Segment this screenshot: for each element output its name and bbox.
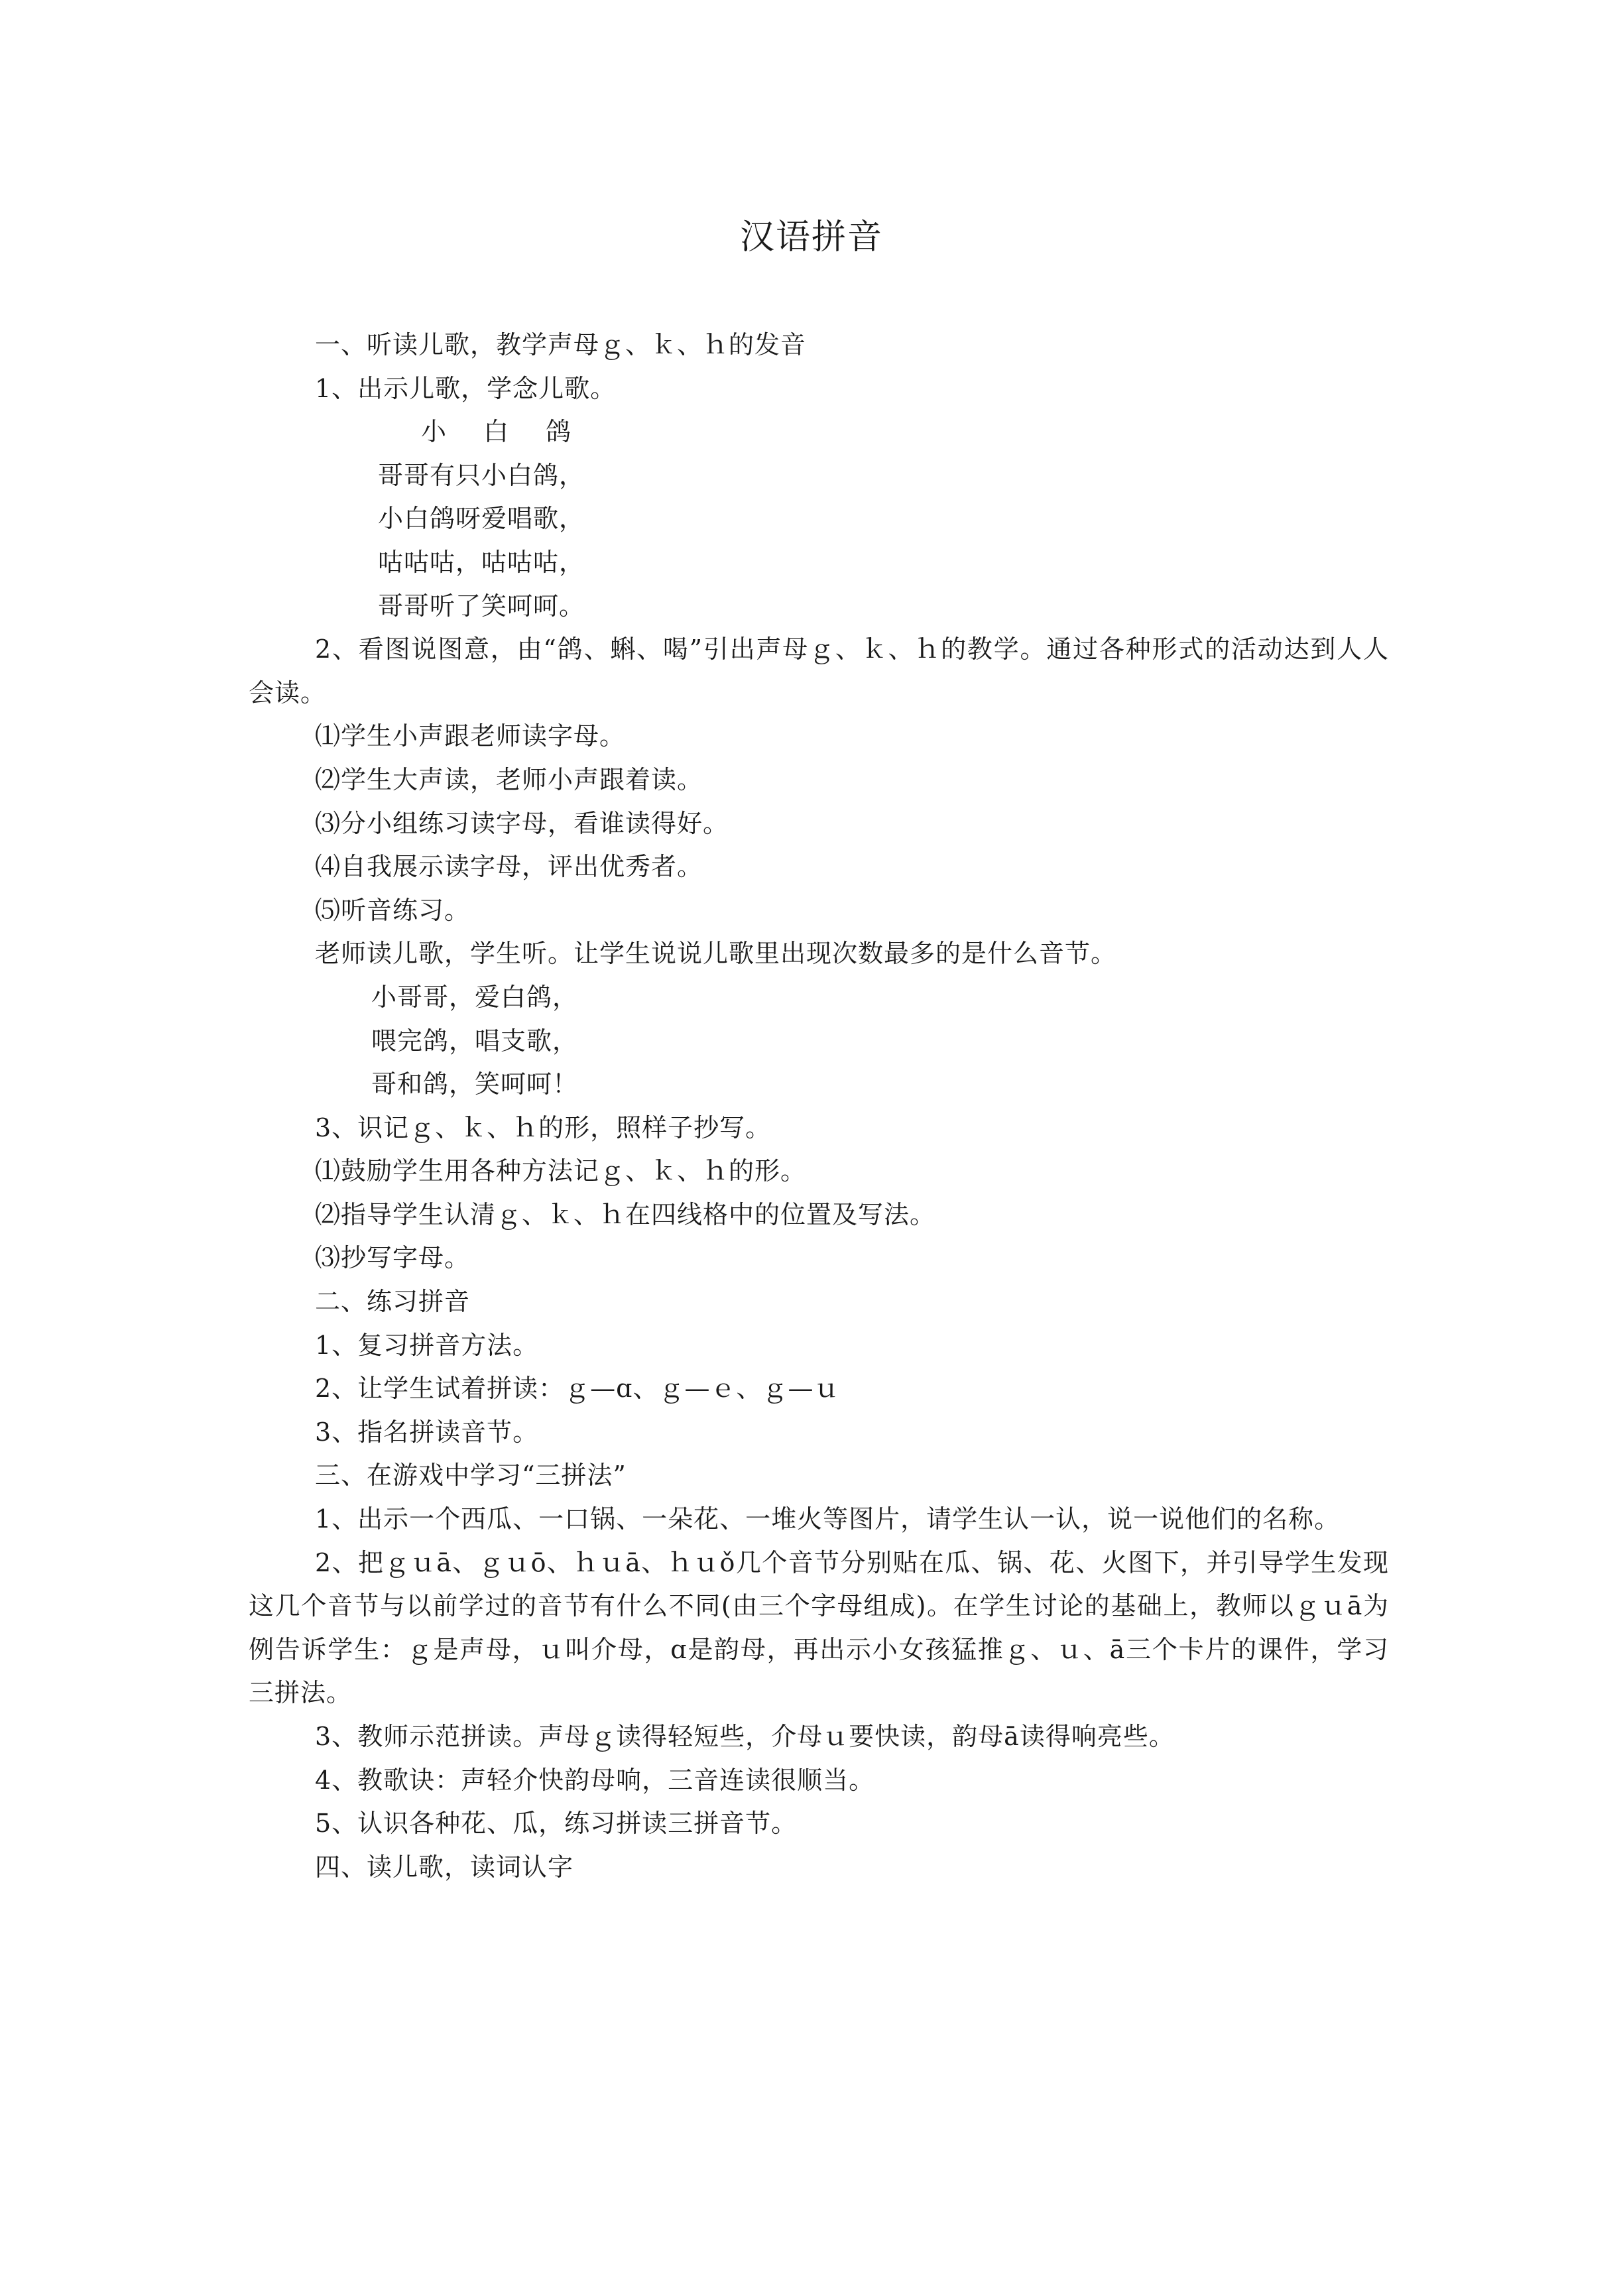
list-item: ⑴学生小声跟老师读字母。 — [315, 721, 626, 751]
document-title: 汉语拼音 — [739, 217, 883, 257]
poem-line: 哥和鸽，笑呵呵！ — [371, 1069, 579, 1099]
list-item: ⑶抄写字母。 — [315, 1243, 471, 1273]
list-item: ⑵学生大声读，老师小声跟着读。 — [315, 764, 703, 794]
list-item: 1、复习拼音方法。 — [315, 1330, 539, 1360]
list-item: ⑶分小组练习读字母，看谁读得好。 — [315, 808, 729, 838]
list-item: ⑷自我展示读字母，评出优秀者。 — [315, 852, 703, 882]
list-item: 4、教歌诀：声轻介快韵母响，三音连读很顺当。 — [315, 1765, 875, 1795]
list-item: 3、识记ｇ、ｋ、ｈ的形，照样子抄写。 — [315, 1113, 772, 1142]
section-heading-4: 四、读儿歌，读词认字 — [315, 1852, 574, 1882]
poem-title: 小 白 鸽 — [421, 417, 586, 447]
paragraph: 2、把ｇｕā、ｇｕō、ｈｕā、ｈｕǒ几个音节分别贴在瓜、锅、花、火图下，并引导学生发现这几个音节与以前学过的音节有什么不同(由三个字母组成)。在学生讨论的基础上，教师以ｇｕā为例告诉学生：ｇ是声母，ｕ叫介母，ɑ是韵母，再出示小女孩猛推ｇ、ｕ、ā三个卡片的课件，学习三拼法。 — [249, 1547, 1389, 1708]
poem-line: 小哥哥，爱白鸽， — [371, 982, 579, 1012]
paragraph: 老师读儿歌，学生听。让学生说说儿歌里出现次数最多的是什么音节。 — [315, 939, 1117, 969]
document-body — [249, 324, 1389, 1889]
poem-line: 小白鸽呀爱唱歌， — [378, 504, 585, 534]
paragraph: 1、出示一个西瓜、一口锅、一朵花、一堆火等图片，请学生认一认，说一说他们的名称。 — [315, 1504, 1341, 1534]
list-item: ⑴鼓励学生用各种方法记ｇ、ｋ、ｈ的形。 — [315, 1156, 807, 1186]
poem-line: 喂完鸽，唱支歌， — [371, 1026, 579, 1056]
list-item: 3、教师示范拼读。声母ｇ读得轻短些，介母ｕ要快读，韵母ā读得响亮些。 — [315, 1722, 1175, 1751]
poem-line: 哥哥听了笑呵呵。 — [378, 591, 585, 621]
list-item: 5、认识各种花、瓜，练习拼读三拼音节。 — [315, 1809, 798, 1839]
section-heading-2: 二、练习拼音 — [315, 1287, 471, 1317]
paragraph: 2、看图说图意，由“鸽、蝌、喝”引出声母ｇ、ｋ、ｈ的教学。通过各种形式的活动达到人人会读。 — [249, 634, 1389, 707]
poem-line: 咕咕咕，咕咕咕， — [378, 547, 585, 577]
list-item: ⑸听音练习。 — [315, 895, 471, 925]
list-item: 2、让学生试着拼读：ｇ—ɑ、ｇ—ｅ、ｇ—ｕ — [315, 1374, 840, 1404]
section-heading-1: 一、听读儿歌，教学声母ｇ、ｋ、ｈ的发音 — [315, 330, 807, 359]
list-item: ⑵指导学生认清ｇ、ｋ、ｈ在四线格中的位置及写法。 — [315, 1199, 936, 1229]
poem-line: 哥哥有只小白鸽， — [378, 460, 585, 490]
section-heading-3: 三、在游戏中学习“三拼法” — [315, 1461, 627, 1490]
list-item: 1、出示儿歌，学念儿歌。 — [315, 373, 617, 403]
list-item: 3、指名拼读音节。 — [315, 1417, 539, 1447]
